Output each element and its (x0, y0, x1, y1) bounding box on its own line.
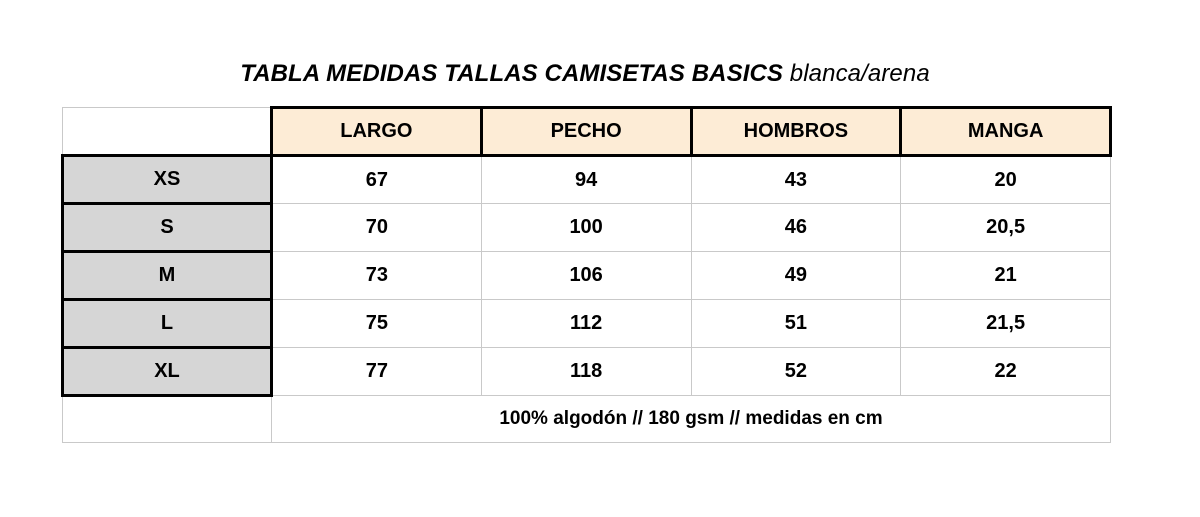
size-label-s: S (63, 204, 272, 252)
footer-note: 100% algodón // 180 gsm // medidas en cm (272, 396, 1111, 443)
title-main: TABLA MEDIDAS TALLAS CAMISETAS BASICS (240, 60, 784, 87)
table-cell: 73 (272, 252, 482, 300)
title-variant: blanca/arena (783, 60, 930, 87)
column-header-largo: LARGO (272, 108, 482, 156)
column-header-hombros: HOMBROS (691, 108, 901, 156)
table-cell: 20,5 (901, 204, 1111, 252)
table-cell: 51 (691, 300, 901, 348)
size-label-xl: XL (63, 348, 272, 396)
size-chart-table (61, 106, 1112, 443)
table-cell: 49 (691, 252, 901, 300)
table-row (63, 300, 1111, 348)
table-cell: 77 (272, 348, 482, 396)
column-header-manga: MANGA (901, 108, 1111, 156)
table-cell: 75 (272, 300, 482, 348)
table-row (63, 156, 1111, 204)
table-row (63, 348, 1111, 396)
footer-blank-cell (63, 396, 272, 443)
table-cell: 46 (691, 204, 901, 252)
table-cell: 70 (272, 204, 482, 252)
table-row (63, 204, 1111, 252)
corner-cell (63, 108, 272, 156)
table-cell: 112 (481, 300, 691, 348)
table-cell: 67 (272, 156, 482, 204)
table-cell: 21,5 (901, 300, 1111, 348)
table-cell: 118 (481, 348, 691, 396)
table-cell: 52 (691, 348, 901, 396)
table-cell: 94 (481, 156, 691, 204)
table-cell: 100 (481, 204, 691, 252)
table-cell: 22 (901, 348, 1111, 396)
table-cell: 106 (481, 252, 691, 300)
page-title (0, 60, 1170, 88)
size-label-m: M (63, 252, 272, 300)
table-row (63, 252, 1111, 300)
table-cell: 43 (691, 156, 901, 204)
size-label-xs: XS (63, 156, 272, 204)
size-label-l: L (63, 300, 272, 348)
footer-row (63, 396, 1111, 443)
table-cell: 20 (901, 156, 1111, 204)
table-cell: 21 (901, 252, 1111, 300)
column-header-pecho: PECHO (481, 108, 691, 156)
header-row (63, 108, 1111, 156)
